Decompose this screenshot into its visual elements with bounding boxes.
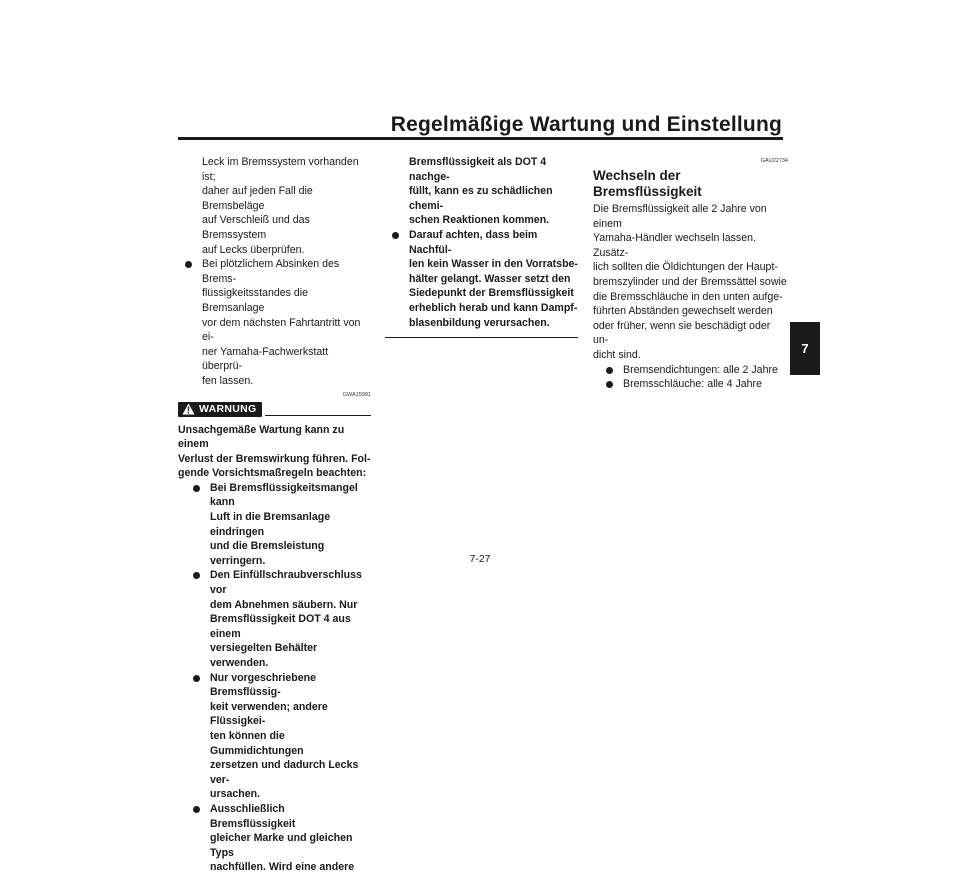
- bullet-dot-icon: [193, 572, 200, 579]
- bullet-item: [178, 257, 371, 388]
- text-line: die Bremsschläuche in den unten aufge-: [593, 290, 783, 303]
- text-line: füllt, kann es zu schädlichen chemi-: [409, 185, 553, 212]
- bullet-dot-icon: [193, 675, 200, 682]
- text-line: flüssigkeitsstandes die Bremsanlage: [202, 287, 308, 314]
- warning-badge: [178, 402, 262, 417]
- text-line: Bremsflüssigkeit DOT 4 aus einem: [210, 613, 351, 640]
- text-line: vor dem nächsten Fahrtantritt von ei-: [202, 316, 361, 344]
- bullet-dot-icon: [606, 367, 613, 374]
- bullet-dot-icon: [185, 261, 192, 268]
- text-line: Siedepunkt der Bremsflüssigkeit: [409, 287, 574, 300]
- text-line: hälter gelangt. Wasser setzt den: [409, 272, 571, 285]
- chapter-tab: [790, 322, 820, 375]
- warning-rule: [265, 415, 371, 416]
- text-line: dicht sind.: [593, 348, 641, 361]
- section-code: GAU22734: [760, 158, 788, 164]
- text-line: Luft in die Bremsanlage eindringen: [210, 511, 331, 538]
- text-line: fen lassen.: [202, 374, 254, 387]
- text-line: Bremsendichtungen: alle 2 Jahre: [623, 363, 778, 376]
- warning-code: GWA15991: [342, 391, 371, 398]
- warning-continued: [409, 155, 578, 228]
- continued-paragraph: [202, 155, 371, 257]
- chapter-tab-number: 7: [801, 341, 809, 356]
- bullet-dot-icon: [606, 381, 613, 388]
- warning-bullet: [186, 671, 371, 802]
- text-line: zersetzen und dadurch Lecks ver-: [210, 759, 359, 786]
- column-3: [593, 155, 788, 392]
- text-line: versiegelten Behälter verwenden.: [210, 642, 318, 669]
- text-line: Ausschließlich Bremsflüssigkeit: [210, 802, 296, 830]
- text-line: nachfüllen. Wird eine andere: [210, 861, 355, 874]
- text-line: führten Abständen gewechselt werden: [593, 305, 773, 318]
- text-line: Bremsschläuche: alle 4 Jahre: [623, 378, 762, 391]
- text-line: Bei Bremsflüssigkeitsmangel kann: [210, 481, 358, 509]
- text-line: dem Abnehmen säubern. Nur: [210, 598, 358, 611]
- bullet-item: [599, 363, 788, 378]
- text-line: len kein Wasser in den Vorratsbe-: [409, 258, 578, 271]
- text-line: Unsachgemäße Wartung kann zu einem: [178, 423, 345, 451]
- warning-bullet: [186, 568, 371, 670]
- text-line: erheblich herab und kann Dampf-: [409, 301, 578, 314]
- header-title: Regelmäßige Wartung und Einstellung: [390, 113, 782, 136]
- text-line: Die Bremsflüssigkeit alle 2 Jahre von einem: [593, 203, 767, 230]
- text-line: ner Yamaha-Fachwerkstatt überprü-: [202, 345, 329, 373]
- bullet-dot-icon: [193, 485, 200, 492]
- text-line: gende Vorsichtsmaßregeln beachten:: [178, 467, 367, 480]
- column-2: [385, 155, 578, 338]
- text-line: Leck im Bremssystem vorhanden ist;: [202, 156, 359, 183]
- text-line: daher auf jeden Fall die Bremsbeläge: [202, 185, 313, 212]
- bullet-item: [599, 377, 788, 392]
- text-line: ten können die Gummidichtungen: [210, 729, 304, 757]
- text-line: Yamaha-Händler wechseln lassen. Zusätz-: [593, 232, 756, 259]
- text-line: schen Reaktionen kommen.: [409, 214, 550, 227]
- text-line: ursachen.: [210, 788, 261, 801]
- text-line: bremszylinder und der Bremssättel sowie: [593, 275, 787, 288]
- text-line: oder früher, wenn sie beschädigt oder un-: [593, 319, 771, 347]
- text-line: Verlust der Bremswirkung führen. Fol-: [178, 452, 371, 465]
- section-paragraph: [593, 202, 788, 363]
- warning-triangle-icon: [182, 403, 195, 415]
- text-line: auf Lecks überprüfen.: [202, 243, 305, 256]
- text-line: Den Einfüllschraubverschluss vor: [210, 569, 362, 597]
- text-line: blasenbildung verursachen.: [409, 316, 550, 329]
- bullet-dot-icon: [193, 806, 200, 813]
- text-line: lich sollten die Öldichtungen der Haupt-: [593, 261, 778, 274]
- text-line: keit verwenden; andere Flüssigkei-: [210, 700, 328, 728]
- text-line: gleicher Marke und gleichen Typs: [210, 832, 353, 859]
- warning-header: [178, 402, 371, 417]
- warning-intro: [178, 423, 371, 481]
- text-line: Darauf achten, dass beim Nachfül-: [409, 228, 538, 256]
- warning-end-rule: [385, 337, 578, 338]
- text-line: Bei plötzlichem Absinken des Brems-: [202, 258, 340, 285]
- text-line: und die Bremsleistung verringern.: [210, 540, 325, 567]
- column-1: [178, 155, 371, 875]
- bullet-dot-icon: [392, 232, 399, 239]
- section-title: Wechseln der Bremsflüssigkeit: [593, 168, 702, 199]
- warning-bullet: [186, 802, 371, 875]
- text-line: Bremsflüssigkeit als DOT 4 nachge-: [409, 156, 547, 183]
- text-line: Nur vorgeschriebene Bremsflüssig-: [210, 671, 316, 699]
- text-line: auf Verschleiß und das Bremssystem: [202, 214, 310, 241]
- page-number: 7-27: [469, 553, 491, 565]
- warning-bullet: [385, 228, 578, 330]
- header-rule: [178, 137, 783, 140]
- warning-label: WARNUNG: [199, 402, 257, 415]
